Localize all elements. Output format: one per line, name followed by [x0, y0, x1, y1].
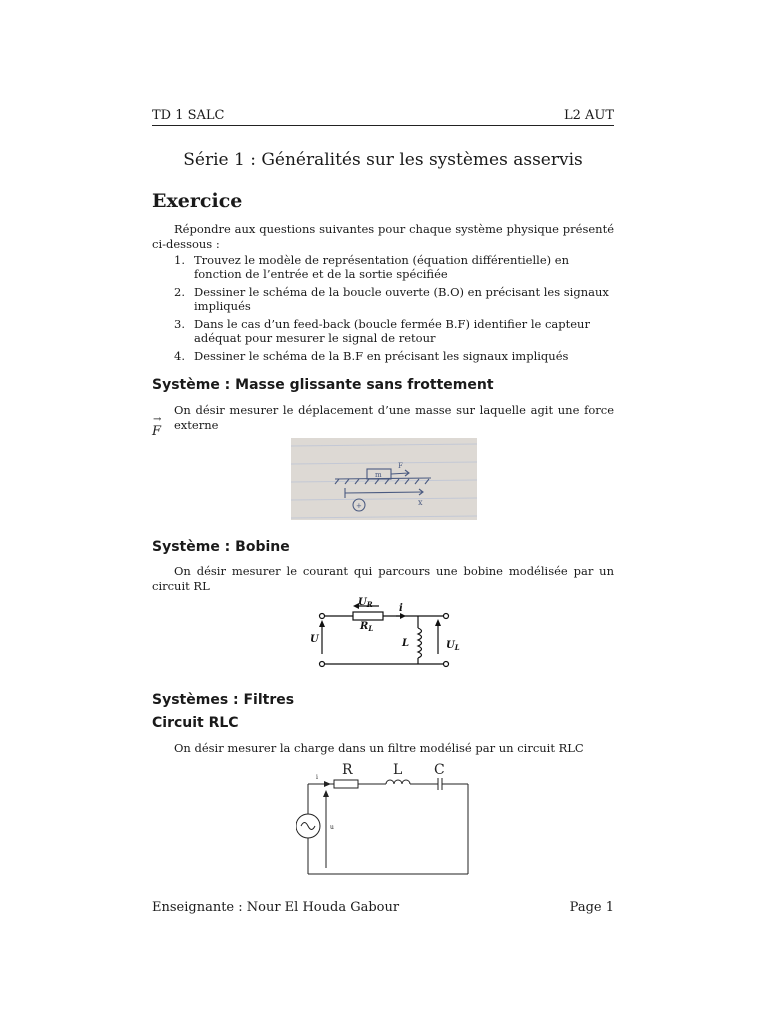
exercise-intro: Répondre aux questions suivantes pour chaque système physique présenté ci-dessous :	[152, 222, 614, 251]
question-list	[174, 253, 614, 367]
rlc-r-label: R	[342, 762, 353, 778]
system1-heading: Système : Masse glissante sans frottement	[152, 377, 494, 393]
header-right: L2 AUT	[563, 108, 614, 123]
mass-sketch-photo	[291, 438, 477, 520]
system3-subheading: Circuit RLC	[152, 715, 239, 731]
sketch-axis-label: x	[418, 498, 423, 507]
current-label: i	[399, 603, 403, 614]
u-label: U	[310, 634, 319, 645]
system2-text: On désir mesurer le courant qui parcours une bobine modélisée par un circuit RL	[152, 564, 614, 593]
rlc-i-label: i	[316, 774, 318, 781]
rl-circuit-diagram	[300, 596, 470, 676]
mass-sketch	[291, 438, 477, 520]
question-item: 3. Dans le cas d’un feed-back (boucle fermée B.F) identifier le capteur adéquat pour mesurer le signal de retour	[174, 317, 590, 345]
exercise-heading: Exercice	[152, 190, 243, 212]
force-symbol: → F	[152, 414, 162, 439]
question-item: 4. Dessiner le schéma de la B.F en précisant les signaux impliqués	[174, 349, 569, 363]
footer-left: Enseignante : Nour El Houda Gabour	[152, 900, 400, 915]
footer-right: Page 1	[569, 900, 614, 915]
ur-label: $U_R$	[358, 597, 373, 609]
question-item: 1. Trouvez le modèle de représentation (équation différentielle) en fonction de l’entrée et de la sortie spécifiée	[174, 253, 570, 281]
header-left: TD 1 SALC	[152, 108, 225, 123]
inductor-label: L	[402, 638, 410, 649]
system2-heading: Système : Bobine	[152, 539, 290, 555]
rlc-circuit-diagram	[296, 758, 476, 880]
system1-text: On désir mesurer le déplacement d’une masse sur laquelle agit une force externe	[174, 403, 614, 432]
page-title: Série 1 : Généralités sur les systèmes asservis	[183, 150, 583, 170]
system3-heading: Systèmes : Filtres	[152, 692, 295, 708]
rlc-c-label: C	[434, 762, 445, 778]
rlc-l-label: L	[393, 762, 403, 778]
question-item: 2. Dessiner le schéma de la boucle ouverte (B.O) en précisant les signaux impliqués	[174, 285, 609, 313]
sketch-origin-label: +	[356, 502, 362, 510]
header-rule	[152, 125, 614, 126]
rlc-u-label: u	[330, 824, 334, 831]
sketch-force-label: F	[398, 462, 403, 470]
ul-label: $U_L$	[446, 640, 460, 652]
rl-label: $R_L$	[360, 621, 374, 633]
system3-text: On désir mesurer la charge dans un filtre modélisé par un circuit RLC	[174, 741, 584, 755]
sketch-mass-label: m	[375, 471, 382, 479]
